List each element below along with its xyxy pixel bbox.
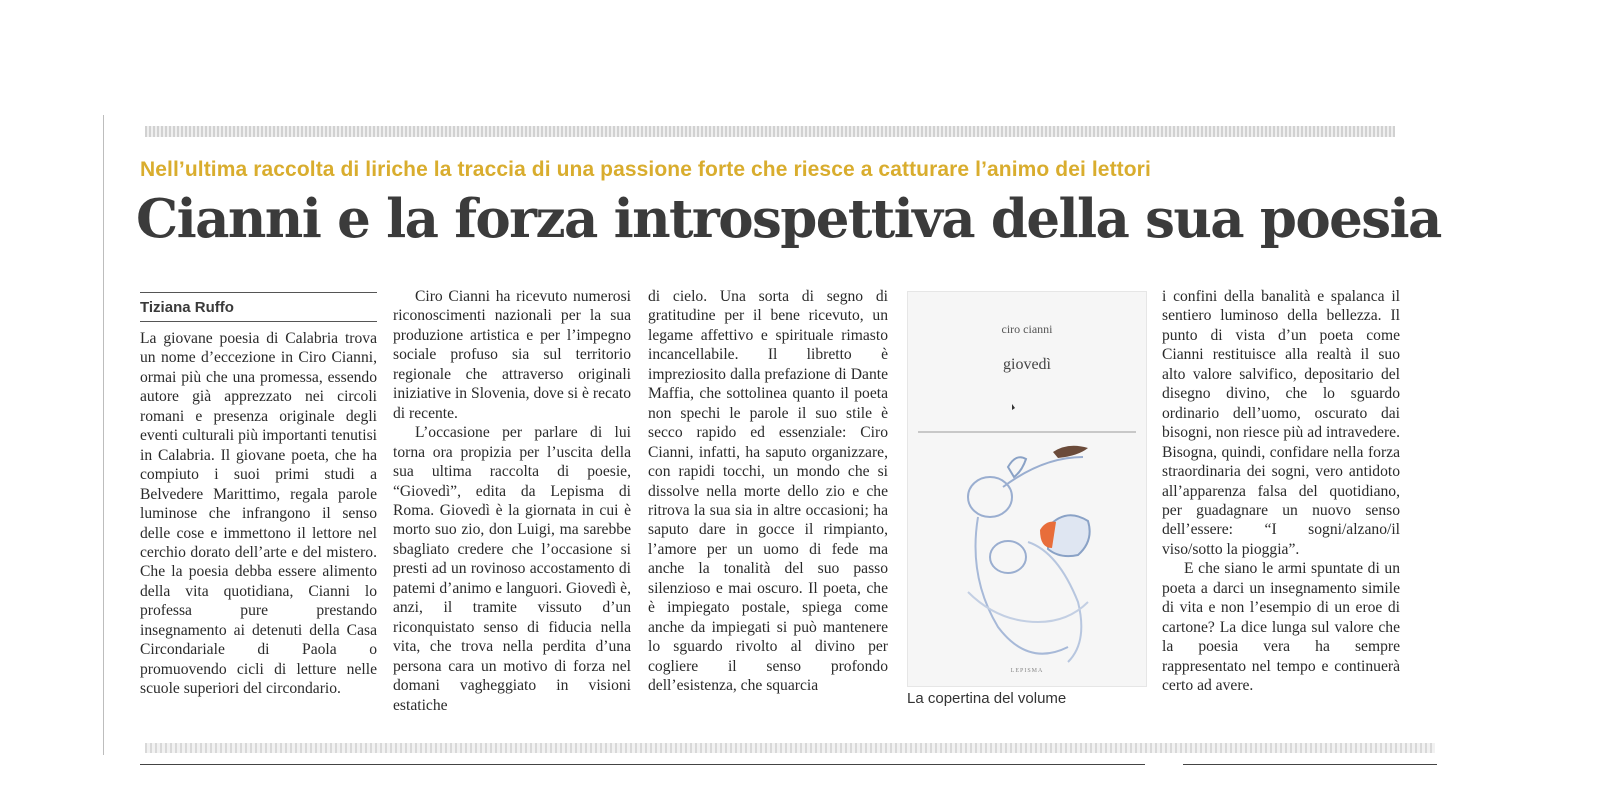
paragraph: L’occasione per parlare di lui torna ora propizia per l’uscita della sua ultima raccolta di poesie, “Giovedì”, edita da Lepisma di Roma. Giovedì è la giornata in cui è morto suo zio, don Luigi, ma sarebbe sbagliato credere che l’occasione si presti ad un rovinoso accostamento di patemi d’animo e languori. Giovedì è, anzi, il tramite vissuto d’un riconquistato senso di fiducia nella vita, che trova nella perdita d’una persona cara un motivo di forza nel domani vagheggiato in visioni estatiche xyxy=(393,424,631,714)
left-border-rule xyxy=(103,115,104,755)
byline-rule-bottom xyxy=(140,321,377,322)
bottom-dotted-band xyxy=(145,743,1435,753)
paragraph: di cielo. Una sorta di segno di gratitudine per il bene ricevuto, un legame affettivo e spirituale rimasto incancellabile. Il libretto è impreziosito dalla prefazione di Dante Maffia, che sottolinea quanto il poeta non spechi le parole il suo stile è secco rapido ed essenziale: Ciro Cianni, infatti, ha saputo organizzare, con rapidi tocchi, un mondo che si dissolve nella morte dello zio e che ritrova la sua sia in altre occasioni; ha saputo dare in gocce il rimpianto, l’amore per un uomo di fede ma anche la tonalità del suo passo silenzioso e mai oscuro. Il poeta, che è impiegato postale, spiega come anche da impiegati si può mantenere lo sguardo rivolto al divino per cogliere il senso profondo dell’esistenza, che squarcia xyxy=(648,288,888,695)
article-byline: Tiziana Ruffo xyxy=(140,299,234,316)
paragraph: La giovane poesia di Calabria trova un nome d’eccezione in Ciro Cianni, ormai più che una promessa, essendo autore già apprezzato nei circoli romani e presenza originale degli eventi culturali più importanti tenutisi in Calabria. Il giovane poeta, che ha compiuto i suoi primi studi a Belvedere Marittimo, regala parole luminose che infrangono il senso delle cose e immettono il lettore nel cerchio dorato dell’arte e del mistero. Che la poesia debba essere alimento della vita quotidiana, Cianni lo professa pure prestando insegnamento ai detenuti della Casa Circondariale di Paola o promuovendo cicli di letture nelle scuole superiori del circondario. xyxy=(140,330,377,698)
byline-rule-top xyxy=(140,292,377,293)
cover-publisher: LEPISMA xyxy=(1010,668,1044,674)
paragraph: Ciro Cianni ha ricevuto numerosi riconoscimenti nazionali per la sua produzione artistica e per l’impegno sociale profuso sia sul territorio regionale che attraverso originali iniziative in Slovenia, dove si è recato di recente. xyxy=(393,288,631,422)
paragraph: i confini della banalità e spalanca il sentiero luminoso della bellezza. Il punto di vista d’un poeta come Cianni restituisce alla realtà il suo alto valore salvifico, depositario del disegno divino, che lo sguardo ordinario dell’uomo, oscurato dai bisogni, non riesce più ad intravedere. Bisogna, quindi, confidare nella forza straordinaria dei sogni, vero antidoto all’apparenza falsa del quotidiano, per guadagnare un nuovo senso dell’essere: “I sogni/alzano/il viso/sotto la pioggia”. xyxy=(1162,288,1400,558)
bottom-rule-right xyxy=(1183,764,1437,765)
cover-illustration xyxy=(908,292,1146,686)
paragraph: E che siano le armi spuntate di un poeta a darci un insegnamento simile di vita e non l’esempio di un eroe di cartone? La dice lunga sul valore che la poesia vera ha sempre rappresentato nel tempo e continuerà certo ad avere. xyxy=(1162,560,1400,695)
article-column-2 xyxy=(393,287,631,715)
article-column-3 xyxy=(648,287,888,696)
article-column-5 xyxy=(1162,287,1400,696)
book-cover-image xyxy=(907,291,1147,687)
article-column-1 xyxy=(140,329,377,699)
top-dotted-band xyxy=(145,126,1395,137)
cover-caption: La copertina del volume xyxy=(907,690,1067,707)
bottom-rule-left xyxy=(140,764,1145,765)
article-headline: Cianni e la forza introspettiva della sua poesia xyxy=(136,188,1441,250)
cover-author: ciro cianni xyxy=(1001,322,1053,336)
article-kicker: Nell’ultima raccolta di liriche la traccia di una passione forte che riesce a catturare l’animo dei lettori xyxy=(140,158,1151,181)
cover-title: giovedì xyxy=(1003,356,1051,373)
